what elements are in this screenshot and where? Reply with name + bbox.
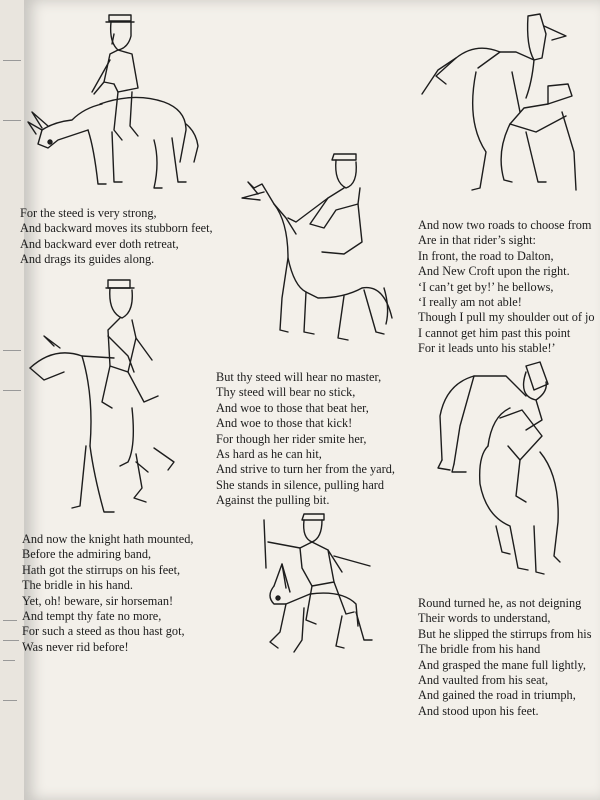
stanza-4-line: And now the knight hath mounted,	[22, 532, 194, 546]
stanza-3-line: And now two roads to choose from	[418, 218, 592, 232]
stanza-1-line: And backward ever doth retreat,	[20, 236, 179, 251]
rider-on-donkey-illustration	[14, 12, 204, 197]
stanza-4-line: Yet, oh! beware, sir horseman!	[22, 593, 174, 608]
stanza-2-line: And woe to those that kick!	[216, 416, 353, 431]
stanza-2	[216, 370, 395, 509]
stanza-3	[418, 218, 595, 357]
stanza-5	[418, 596, 592, 719]
rider-on-backing-donkey-illustration	[416, 12, 586, 202]
stanza-2-line: But thy steed will hear no master,	[216, 370, 382, 384]
stanza-3-line: In front, the road to Dalton,	[418, 248, 554, 263]
stanza-5-line: The bridle from his hand	[418, 642, 541, 657]
stanza-1-line: And drags its guides along.	[20, 252, 155, 267]
stanza-4-line: The bridle in his hand.	[22, 578, 133, 593]
stanza-3-line: ‘I can’t get by!’ he bellows,	[418, 279, 554, 294]
rider-with-raised-stick-illustration	[246, 508, 376, 664]
rider-dismounting-illustration	[430, 356, 580, 596]
stanza-4-line: For such a steed as thou hast got,	[22, 624, 185, 639]
stanza-4-line: Before the admiring band,	[22, 547, 152, 562]
stanza-5-line: Their words to understand,	[418, 611, 551, 626]
stanza-2-line: And woe to those that beat her,	[216, 400, 369, 415]
stanza-3-line: Though I pull my shoulder out of jo	[418, 310, 595, 325]
stanza-3-line: And New Croft upon the right.	[418, 264, 570, 279]
stanza-5-line: And vaulted from his seat,	[418, 673, 549, 688]
stanza-2-line: For though her rider smite her,	[216, 431, 367, 446]
stanza-1	[20, 206, 213, 268]
stanza-5-line: But he slipped the stirrups from his	[418, 626, 592, 641]
rider-pulled-by-donkey-illustration	[24, 276, 194, 526]
stanza-4-line: Was never rid before!	[22, 639, 129, 654]
rider-on-rearing-donkey-illustration	[224, 148, 394, 368]
stanza-2-line: And strive to turn her from the yard,	[216, 462, 395, 477]
stanza-4-line: And tempt thy fate no more,	[22, 609, 162, 624]
stanza-3-line: ‘I really am not able!	[418, 295, 522, 310]
stanza-3-line: Are in that rider’s sight:	[418, 233, 536, 248]
book-page	[20, 0, 600, 800]
stanza-4-line: Hath got the stirrups on his feet,	[22, 562, 181, 577]
stanza-1-line: For the steed is very strong,	[20, 206, 157, 220]
stanza-3-line: I cannot get him past this point	[418, 325, 571, 340]
stanza-5-line: Round turned he, as not deigning	[418, 596, 582, 610]
stanza-3-line: For it leads unto his stable!’	[418, 341, 556, 356]
stanza-1-line: And backward moves its stubborn feet,	[20, 221, 213, 236]
stanza-5-line: And gained the road in triumph,	[418, 688, 576, 703]
stanza-2-line: Against the pulling bit.	[216, 493, 330, 508]
stanza-2-line: She stands in silence, pulling hard	[216, 477, 385, 492]
stanza-2-line: Thy steed will bear no stick,	[216, 385, 356, 400]
stanza-5-line: And grasped the mane full lightly,	[418, 657, 586, 672]
stanza-4	[22, 532, 193, 655]
stanza-5-line: And stood upon his feet.	[418, 703, 539, 718]
stanza-2-line: As hard as he can hit,	[216, 447, 322, 462]
